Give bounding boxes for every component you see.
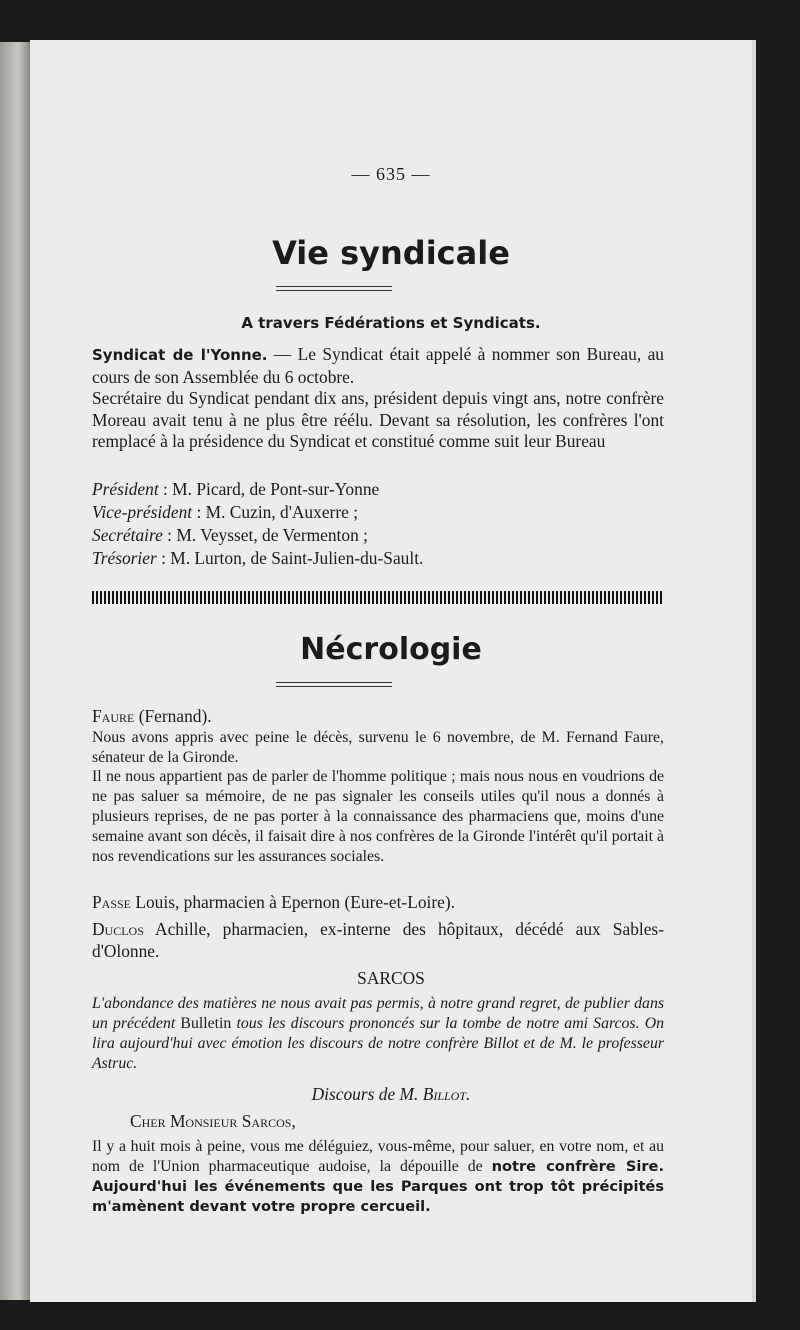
passe-entry (92, 892, 664, 914)
salutation: Cher Monsieur Sarcos, (130, 1111, 296, 1131)
section-subtitle: A travers Fédérations et Syndicats. (241, 314, 541, 332)
syndicat-name: Syndicat de l'Yonne. (92, 346, 268, 364)
bureau-vice-president (92, 501, 358, 523)
office-holder: : M. Veysset, de Vermenton ; (162, 525, 368, 545)
discours-label: Discours de M. (311, 1084, 423, 1104)
deceased-name: Faure (92, 706, 135, 726)
page-number: — 635 — (351, 164, 431, 184)
syndicat-lead-text: — Le Syndicat était appelé à nommer son Bureau, au cours de son Assemblée du 6 octobre. (92, 344, 664, 387)
bureau-tresorier (92, 547, 423, 569)
bureau-president (92, 478, 379, 500)
speech-paragraph (92, 1137, 664, 1217)
intro-text: L'abondance des matières ne nous avait pas permis, à notre grand regret, de publier dans un précédent (92, 995, 664, 1032)
discours-heading (30, 1084, 752, 1105)
faure-paragraph-1: Nous avons appris avec peine le décès, survenu le 6 novembre, de M. Fernand Faure, sénateur de la Gironde. (92, 729, 664, 766)
deceased-name: Duclos (92, 919, 144, 939)
syndicat-yonne-paragraph (92, 344, 664, 388)
faure-heading (92, 706, 664, 728)
deceased-first-name: (Fernand). (134, 706, 212, 726)
sarcos-heading: SARCOS (357, 968, 425, 988)
title-underline (276, 682, 392, 687)
office-role: Vice-président (92, 502, 193, 522)
duclos-entry (92, 919, 664, 962)
page-edge-shadow (752, 40, 756, 1302)
speech-text: Il y a huit mois à peine, vous me déléguiez, vous-même, pour saluer, en votre nom, et au nom de l'Union pharmaceutique audoise, la dépouille de (92, 1138, 664, 1175)
deceased-details: Achille, pharmacien, ex-interne des hôpitaux, décédé aux Sables-d'Olonne. (92, 919, 664, 961)
bulletin-title: Bulletin (180, 1015, 232, 1032)
speaker-name: Billot. (422, 1084, 471, 1104)
title-underline (276, 286, 392, 291)
office-role: Président (92, 479, 159, 499)
office-holder: : M. Lurton, de Saint-Julien-du-Sault. (156, 548, 424, 568)
document-page (30, 40, 752, 1302)
bureau-paragraph: Secrétaire du Syndicat pendant dix ans, président depuis vingt ans, notre confrère Moreau avait tenu à ne plus être réélu. Devant sa résolution, les confrères l'ont remplacé à la présidence du Syndicat et constitué comme suit leur Bureau (92, 388, 664, 451)
adjacent-page-edge (0, 42, 30, 1300)
faure-paragraph-2: Il ne nous appartient pas de parler de l'homme politique ; mais nous nous en voudrions de ne pas saluer sa mémoire, de ne pas signaler les conseils utiles qu'il nous a donnés à plusieurs reprises, de ne pas porter à la connaissance des pharmaciens que, moins d'une semaine avant son décès, il faisait dire à nos confrères de la Gironde l'intérêt qu'il portait à nos revendications sur les assurances sociales. (92, 768, 664, 865)
office-holder: : M. Cuzin, d'Auxerre ; (192, 502, 359, 522)
deceased-name: Passe (92, 892, 132, 912)
intro-text: tous les discours prononcés sur la tombe de notre ami Sarcos. On lira aujourd'hui avec émotion les discours de notre confrère Billot et de M. le professeur Astruc. (92, 1015, 664, 1072)
deceased-details: Louis, pharmacien à Epernon (Eure-et-Loire). (131, 892, 456, 912)
office-role: Trésorier (92, 548, 157, 568)
speech-text-bold: tôt précipités m'amènent devant votre propre cercueil. (92, 1178, 665, 1215)
speech-text-bold: notre confrère Sire. Aujourd'hui les événements que les Parques ont trop (92, 1158, 664, 1195)
office-holder: : M. Picard, de Pont-sur-Yonne (158, 479, 380, 499)
bureau-secretaire (92, 524, 368, 546)
section-divider (92, 591, 664, 604)
office-role: Secrétaire (92, 525, 163, 545)
section-title-vie-syndicale: Vie syndicale (272, 234, 510, 272)
section-title-necrologie: Nécrologie (300, 632, 482, 667)
sarcos-intro (92, 994, 664, 1074)
